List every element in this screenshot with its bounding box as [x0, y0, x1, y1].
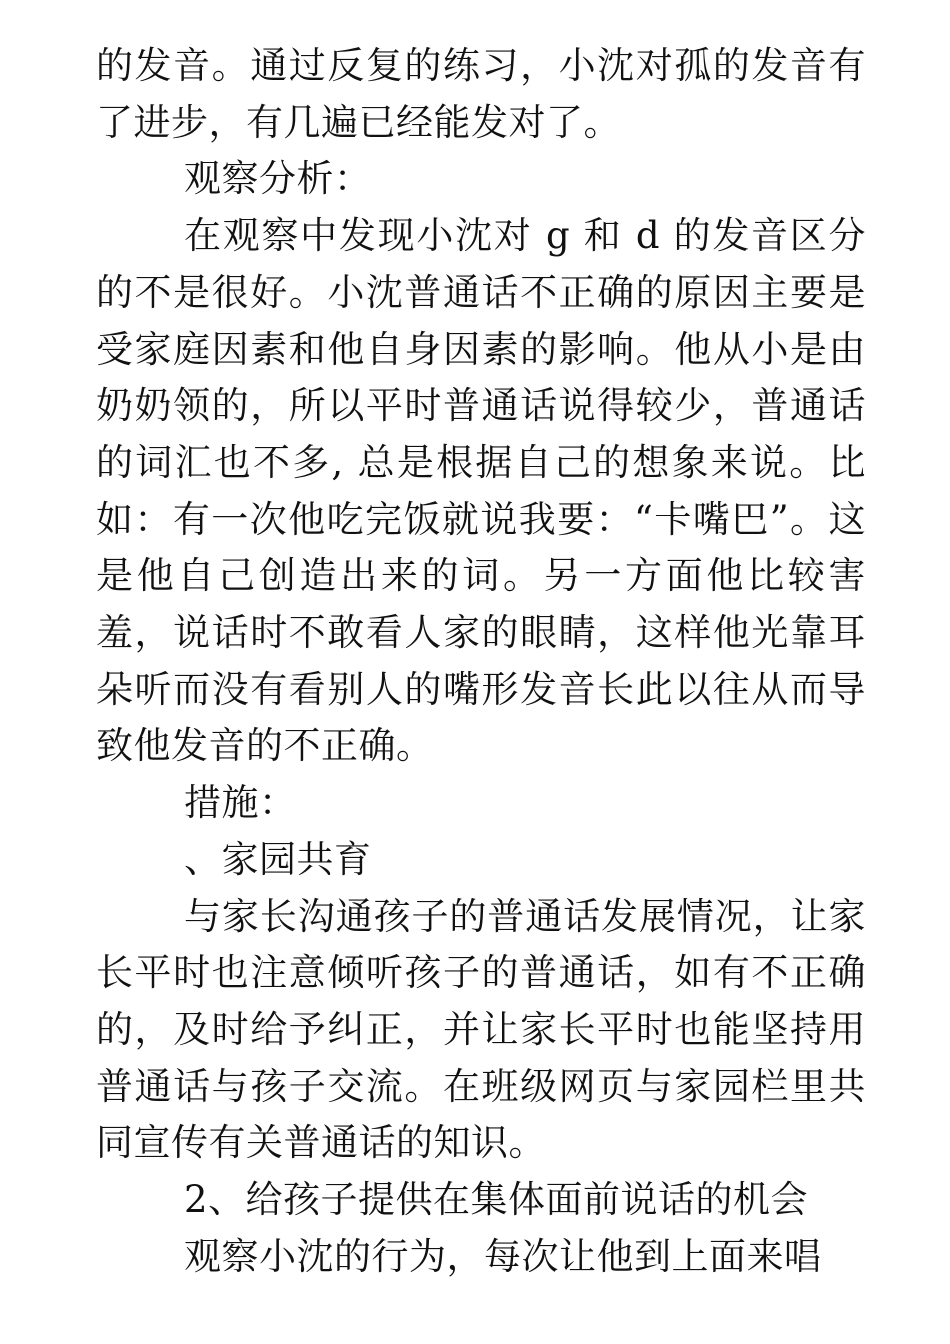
document-page: [96, 38, 866, 1285]
heading-measures: 措施：: [184, 781, 297, 825]
paragraph-continued: 的发音。通过反复的练习，小沈对孤的发音有了进步，有几遍已经能发对了。: [96, 44, 866, 144]
heading-measure-speaking-chance: 2、给孩子提供在集体面前说话的机会: [184, 1178, 809, 1222]
heading-measure-home-school: 、家园共育: [184, 837, 372, 881]
paragraph-analysis: 在观察中发现小沈对 g 和 d 的发音区分的不是很好。小沈普通话不正确的原因主要是受家庭因素和他自身因素的影响。他从小是由奶奶领的，所以平时普通话说得较少，普通话的词汇也不多, 总是根据自己的想象来说。比如：有一次他吃完饭就说我要：“卡嘴巴”。这是他自己创造出来的词。另一方面他比较害羞，说话时不敢看人家的眼睛，这样他光靠耳朵听而没有看别人的嘴形发音长此以往从而导致他发音的不正确。: [96, 214, 866, 768]
paragraph-measure-speaking-chance: 观察小沈的行为，每次让他到上面来唱: [184, 1234, 822, 1278]
heading-observation-analysis: 观察分析：: [184, 157, 372, 201]
paragraph-measure-home-school: 与家长沟通孩子的普通话发展情况，让家长平时也注意倾听孩子的普通话，如有不正确的，及时给予纠正，并让家长平时也能坚持用普通话与孩子交流。在班级网页与家园栏里共同宣传有关普通话的知识。: [96, 894, 866, 1165]
